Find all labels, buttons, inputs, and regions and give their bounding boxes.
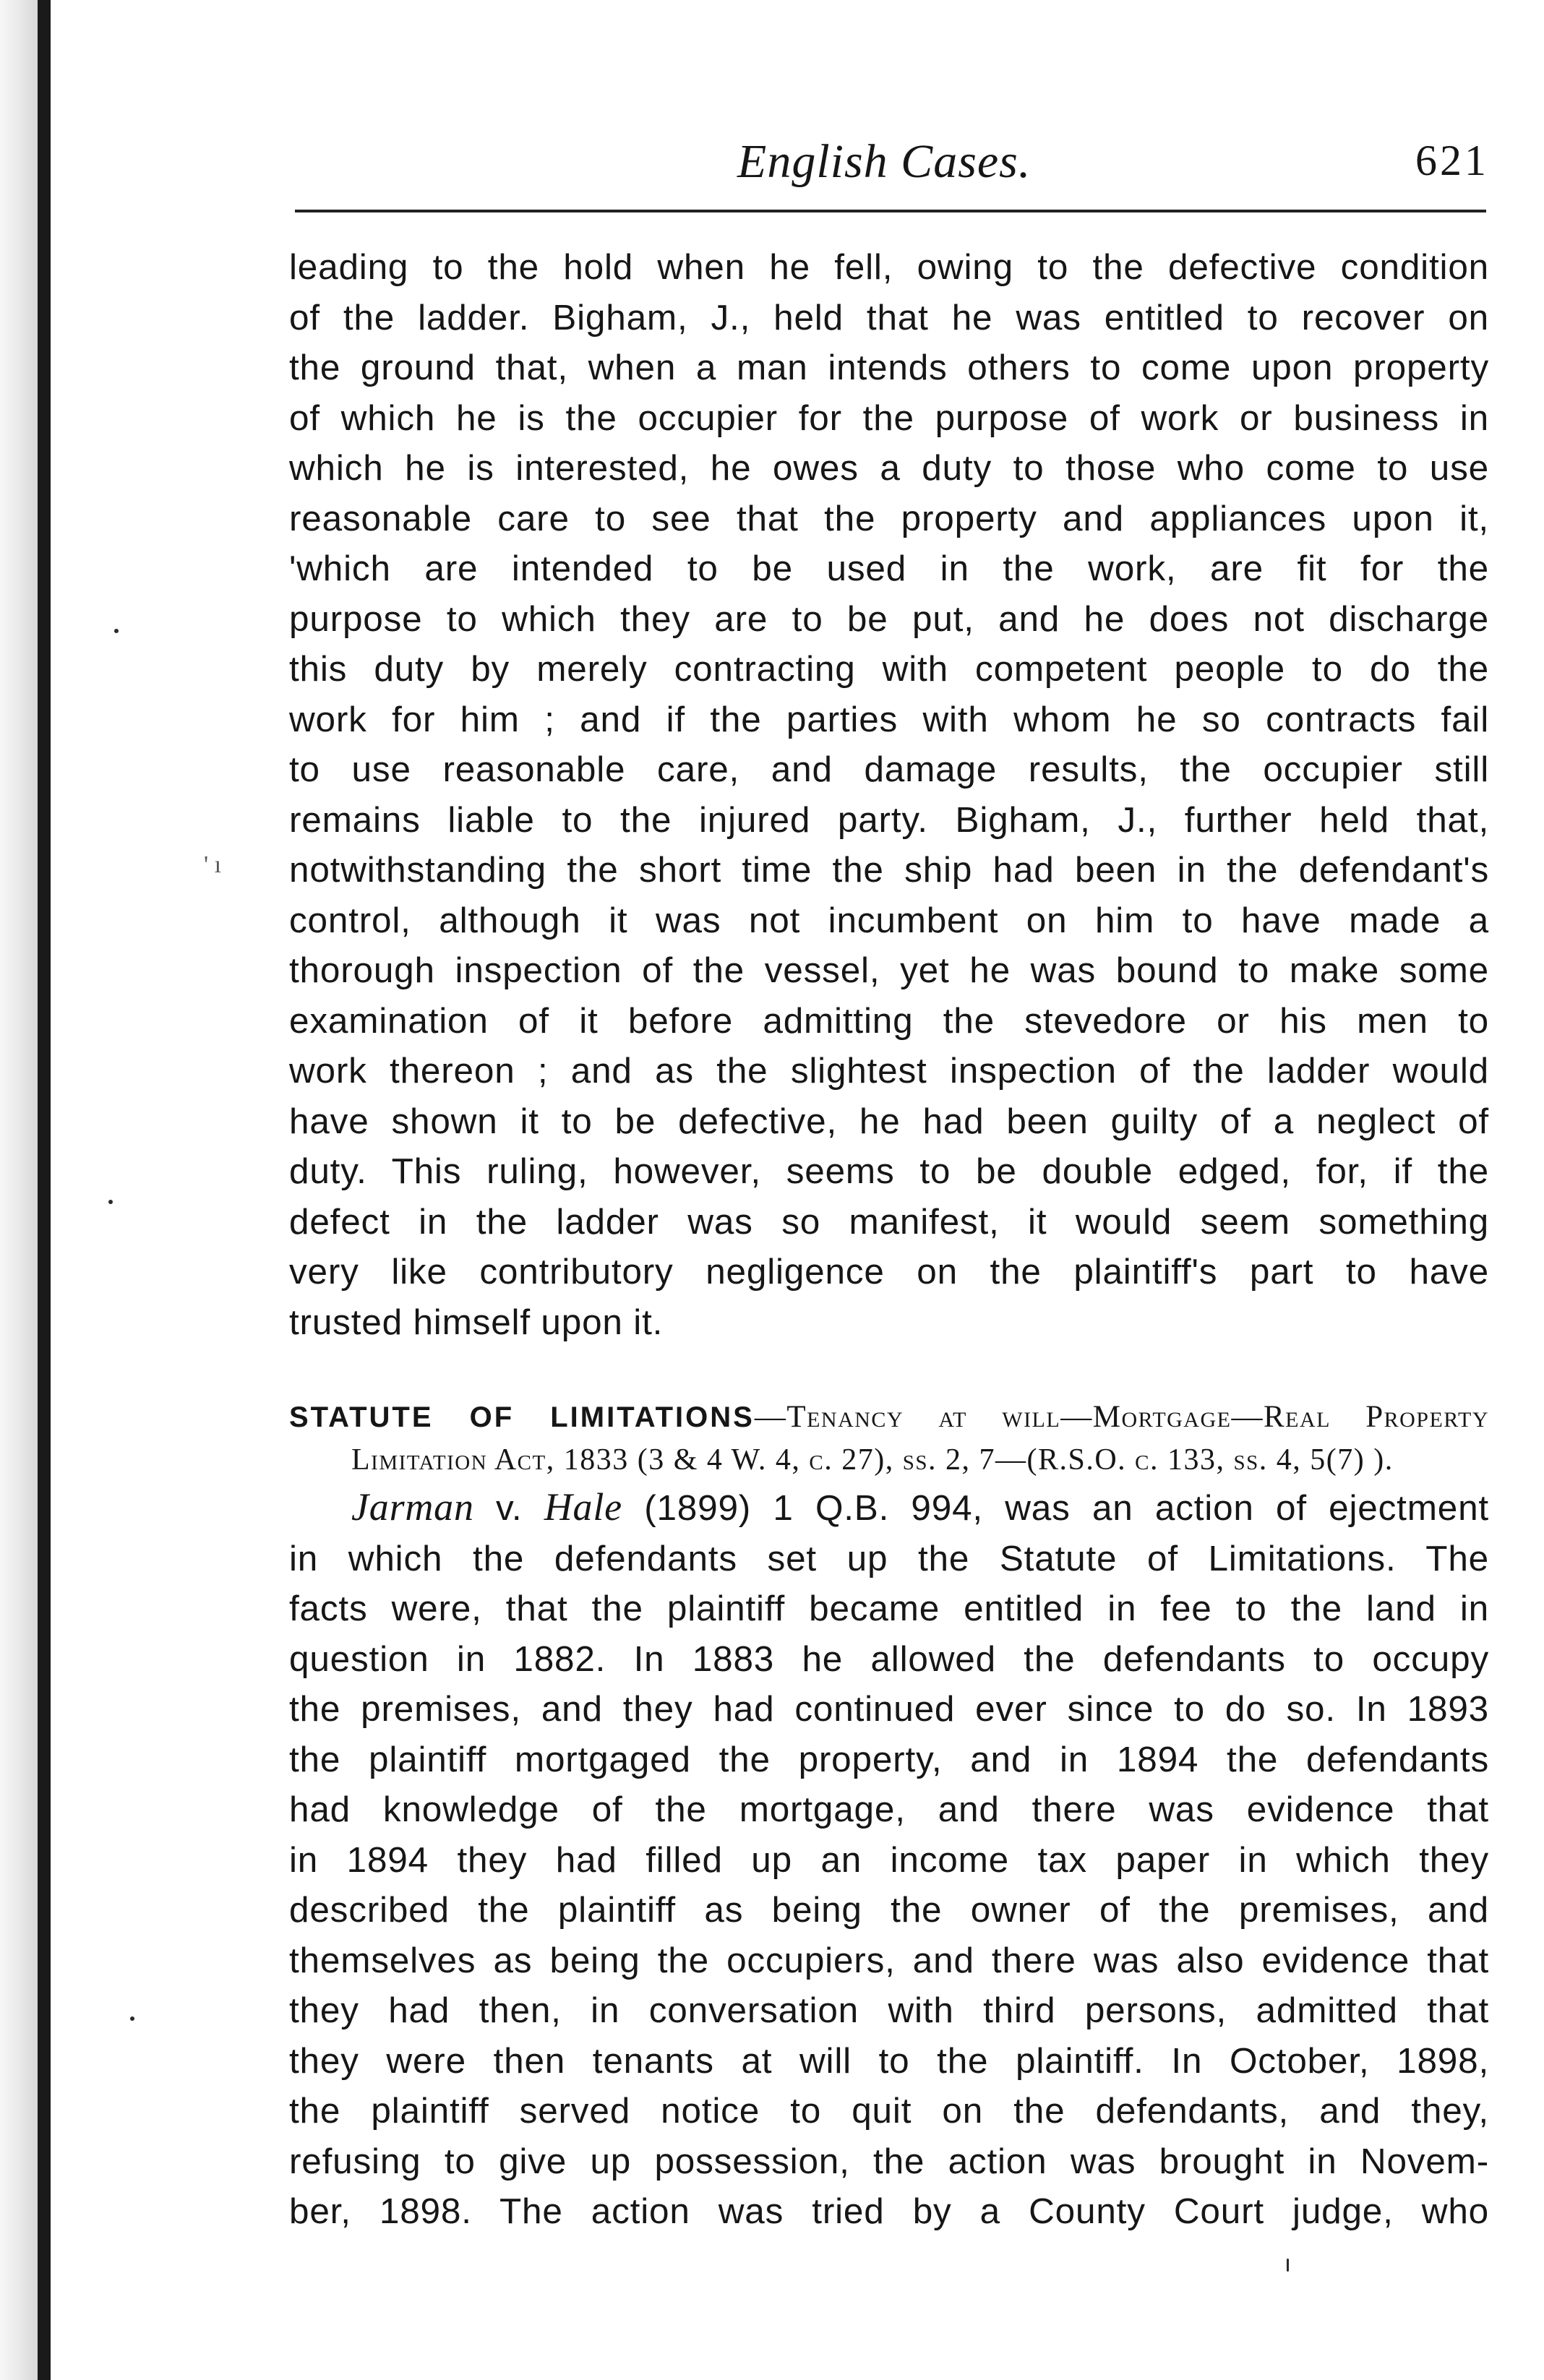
text-line: this duty by merely contracting with competent people to do the: [289, 649, 1489, 689]
ink-speck: [108, 1200, 113, 1204]
page-binding-edge: [38, 0, 51, 2380]
text-line: of which he is the occupier for the purpose of work or business in: [289, 398, 1489, 438]
page-number: 621: [1415, 137, 1489, 184]
section-heading-line-1: [289, 1396, 1489, 1439]
text-line: described the plaintiff as being the owner of the premises, and: [289, 1890, 1489, 1930]
text-line: question in 1882. In 1883 he allowed the defendants to occupy: [289, 1638, 1489, 1679]
text-line: very like contributory negligence on the plaintiff's part to have: [289, 1252, 1489, 1292]
header-rule: [295, 210, 1486, 212]
text-line: in 1894 they had filled up an income tax paper in which they: [289, 1839, 1489, 1880]
text-line: refusing to give up possession, the action was brought in Novem-: [289, 2141, 1489, 2181]
section-subtitle: —Tenancy at will—Mortgage—Real Property: [754, 1400, 1489, 1434]
page-binding-shadow: [0, 0, 38, 2380]
text-line: leading to the hold when he fell, owing to the defective condition: [289, 247, 1489, 287]
section-heading-line-2: Limitation Act, 1833 (3 & 4 W. 4, c. 27), ss. 2, 7—(R.S.O. c. 133, ss. 4, 5(7) ).: [351, 1443, 1394, 1477]
text-line: work thereon ; and as the slightest inspection of the ladder would: [289, 1051, 1489, 1091]
text-line: [289, 1482, 1489, 1534]
text-line: ber, 1898. The action was tried by a County Court judge, who: [289, 2191, 1489, 2231]
text-line: work for him ; and if the parties with whom he so contracts fail: [289, 699, 1489, 739]
case-connector: v.: [473, 1488, 544, 1528]
running-title: English Cases.: [737, 135, 1032, 188]
text-line: in which the defendants set up the Statute of Limitations. The: [289, 1538, 1489, 1578]
text-line: purpose to which they are to be put, and he does not discharge: [289, 598, 1489, 639]
ink-speck: [114, 629, 119, 633]
text-line: facts were, that the plaintiff became entitled in fee to the land in: [289, 1589, 1489, 1628]
text-line: they were then tenants at will to the plaintiff. In October, 1898,: [289, 2040, 1489, 2081]
text-line: control, although it was not incumbent on him to have made a: [289, 900, 1489, 940]
case-citation: (1899) 1 Q.B. 994, was an action of ejectment: [622, 1488, 1489, 1528]
text-line: had knowledge of the mortgage, and there was evidence that: [289, 1790, 1489, 1829]
text-line: remains liable to the injured party. Bigham, J., further held that,: [289, 799, 1489, 840]
case-name-defendant: Hale: [544, 1485, 622, 1529]
paragraph-continued: [289, 242, 1489, 1347]
text-line: defect in the ladder was so manifest, it would seem something: [289, 1201, 1489, 1242]
ink-speck: [1287, 2259, 1289, 2272]
text-line: the plaintiff served notice to quit on the defendants, and they,: [289, 2091, 1489, 2131]
text-line: the premises, and they had continued ever since to do so. In 1893: [289, 1689, 1489, 1729]
margin-mark: ' ı: [204, 851, 222, 878]
ink-speck: [130, 2016, 134, 2021]
text-line: have shown it to be defective, he had been guilty of a neglect of: [289, 1101, 1489, 1141]
case-name-plaintiff: Jarman: [351, 1485, 474, 1529]
section-heading: [289, 1396, 1489, 1481]
paragraph-case: [289, 1482, 1489, 2237]
text-line: they had then, in conversation with third persons, admitted that: [289, 1990, 1489, 2030]
text-line: thorough inspection of the vessel, yet he was bound to make some: [289, 950, 1489, 990]
section-title: STATUTE OF LIMITATIONS: [289, 1401, 755, 1433]
text-line: the ground that, when a man intends others to come upon property: [289, 348, 1489, 387]
text-line: duty. This ruling, however, seems to be double edged, for, if the: [289, 1151, 1489, 1191]
text-line: examination of it before admitting the stevedore or his men to: [289, 1000, 1489, 1041]
text-line: which he is interested, he owes a duty to those who come to use: [289, 448, 1489, 488]
text-line: 'which are intended to be used in the work, are fit for the: [289, 549, 1489, 588]
text-line: to use reasonable care, and damage results, the occupier still: [289, 749, 1489, 789]
text-line: themselves as being the occupiers, and there was also evidence that: [289, 1940, 1489, 1980]
page-header: [289, 129, 1489, 208]
text-line: of the ladder. Bigham, J., held that he was entitled to recover on: [289, 297, 1489, 338]
text-line: the plaintiff mortgaged the property, and in 1894 the defendants: [289, 1739, 1489, 1779]
text-line: trusted himself upon it.: [289, 1302, 664, 1342]
text-line: reasonable care to see that the property and appliances upon it,: [289, 498, 1489, 538]
text-line: notwithstanding the short time the ship had been in the defendant's: [289, 850, 1489, 890]
